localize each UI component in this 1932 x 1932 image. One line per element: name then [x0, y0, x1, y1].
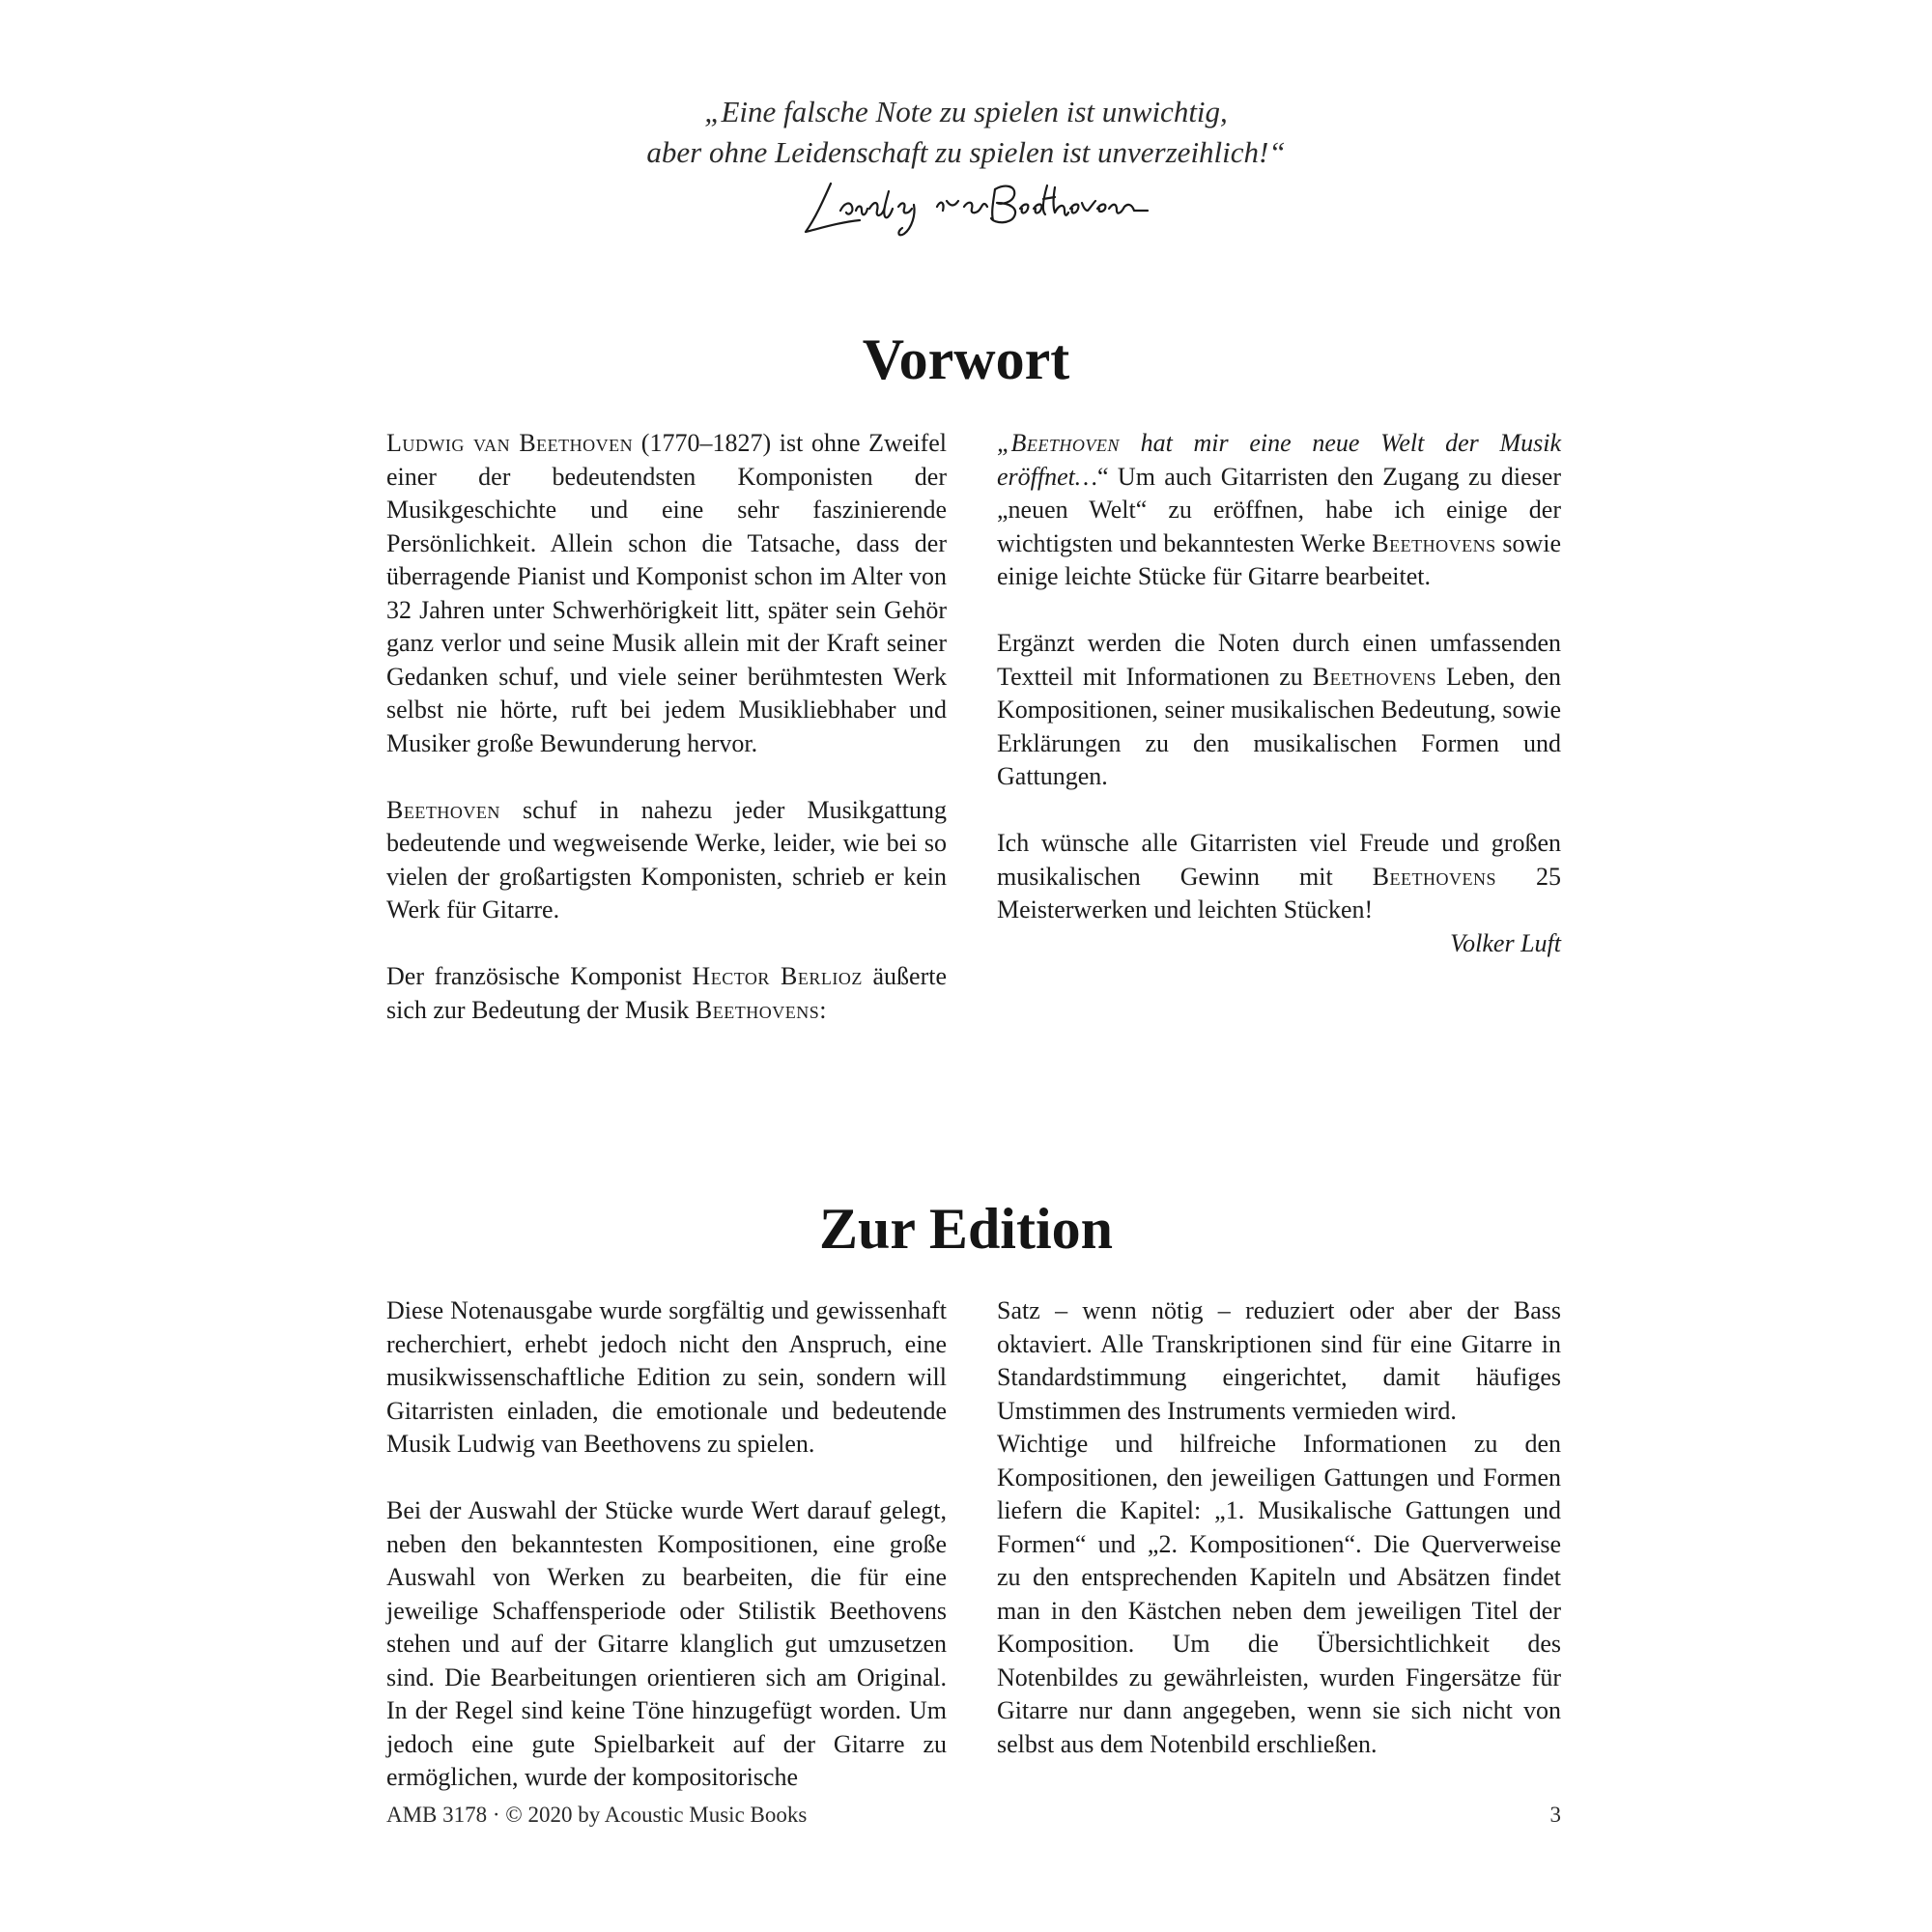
vorwort-paragraph-5: Ergänzt werden die Noten durch einen umfassenden Textteil mit Informationen zu Beethovens Leben, den Kompositionen, seiner musikalischen Bedeutung, sowie Erklärungen zu den musikalischen Formen und Gattungen. [997, 629, 1561, 790]
vorwort-paragraph-3: Der französische Komponist Hector Berlioz äußerte sich zur Bedeutung der Musik Beethovens: [386, 962, 948, 1024]
beethoven-signature [802, 172, 1150, 249]
footer-copyright: AMB 3178 · © 2020 by Acoustic Music Books [386, 1803, 808, 1827]
composer-name: Beethovens [695, 995, 820, 1024]
edition-paragraph-2: Bei der Auswahl der Stücke wurde Wert darauf gelegt, neben den bekanntesten Kompositionen, eine große Auswahl von Werken zu bearbeiten, die für eine jeweilige Schaffensperiode oder Stilistik Beethovens stehen und auf der Gitarre klanglich gut umzusetzen sind. Die Bearbeitungen orientieren sich am Original. In der Regel sind keine Töne hinzugefügt worden. Um jedoch eine gute Spielbarkeit auf der Gitarre zu ermöglichen, wurde der kompositorische [386, 1496, 947, 1791]
composer-name: Beethovens [1372, 862, 1497, 891]
composer-name: Beethoven [1010, 429, 1120, 457]
edition-right-column [997, 1294, 1561, 1761]
vorwort-paragraph-2: Beethoven schuf in nahezu jeder Musikgattung bedeutende und wegweisende Werke, leider, wie bei so vielen der großartigsten Komponisten, schrieb er kein Werk für Gitarre. [386, 795, 947, 923]
berlioz-quote: hat mir eine neue Welt der Musik eröffnet… [997, 429, 1561, 491]
vorwort-left-column [386, 427, 947, 1027]
edition-left-column [386, 1294, 947, 1795]
vorwort-paragraph-6: Ich wünsche alle Gitarristen viel Freude und großen musikalischen Gewinn mit Beethovens 25 Meisterwerken und leichten Stücken! Volker Luft [997, 827, 1561, 960]
vorwort-paragraph-4: „Beethoven hat mir eine neue Welt der Musik eröffnet…“ Um auch Gitarristen den Zugang zu dieser „neuen Welt“ zu eröffnen, habe ich einige der wichtigsten und bekanntesten Werke Beethovens sowie einige leichte Stücke für Gitarre bearbeitet. [997, 429, 1561, 590]
composer-name: Hector Berlioz [692, 962, 863, 990]
epigraph-line-2: aber ohne Leidenschaft zu spielen ist unverzeihlich!“ [646, 135, 1286, 169]
edition-paragraph-1: Diese Notenausgabe wurde sorgfältig und gewissenhaft recherchiert, erhebt jedoch nicht den Anspruch, eine musikwissenschaftliche Edition zu sein, sondern will Gitarristen einladen, die emotionale und bedeutende Musik Ludwig van Beethovens zu spielen. [386, 1296, 947, 1458]
vorwort-right-column [997, 427, 1561, 960]
composer-name: Ludwig van Beethoven [386, 429, 634, 457]
edition-paragraph-3: Satz – wenn nötig – reduziert oder aber der Bass oktaviert. Alle Transkriptionen sind für eine Gitarre in Standardstimmung eingerichtet, damit häufiges Umstimmen des Instruments vermieden wird. [997, 1296, 1561, 1425]
edition-paragraph-4: Wichtige und hilfreiche Informationen zu den Kompositionen, den jeweiligen Gattungen und Formen liefern die Kapitel: „1. Musikalische Gattungen und Formen“ und „2. Kompositionen“. Die Querverweise zu den entsprechenden Kapiteln und Absätzen findet man in den Kästchen neben dem jeweiligen Titel der Komposition. Um die Übersichtlichkeit des Notenbildes zu gewährleisten, wurden Fingersätze für Gitarre nur dann angegeben, wenn sie sich nicht von selbst aus dem Notenbild erschließen. [997, 1430, 1561, 1758]
composer-name: Beethoven [386, 795, 500, 824]
epigraph-line-1: „Eine falsche Note zu spielen ist unwichtig, [704, 95, 1228, 128]
section-title-vorwort: Vorwort [862, 327, 1070, 391]
composer-name: Beethovens [1312, 662, 1437, 691]
section-title-edition: Zur Edition [818, 1197, 1113, 1261]
composer-name: Beethovens [1372, 528, 1496, 557]
author-signature: Volker Luft [1450, 928, 1561, 957]
page-number: 3 [1549, 1803, 1561, 1827]
vorwort-paragraph-1: Ludwig van Beethoven (1770–1827) ist ohne Zweifel einer der bedeutendsten Komponisten der Musikgeschichte und eine sehr faszinierende Persönlichkeit. Allein schon die Tatsache, dass der überragende Pianist und Komponist schon im Alter von 32 Jahren unter Schwerhörigkeit litt, später sein Gehör ganz verlor und seine Musik allein mit der Kraft seiner Gedanken schuf, und viele seiner berühmtesten Werk selbst nie hörte, ruft bei jedem Musikliebhaber und Musiker große Bewunderung hervor. [386, 429, 948, 757]
